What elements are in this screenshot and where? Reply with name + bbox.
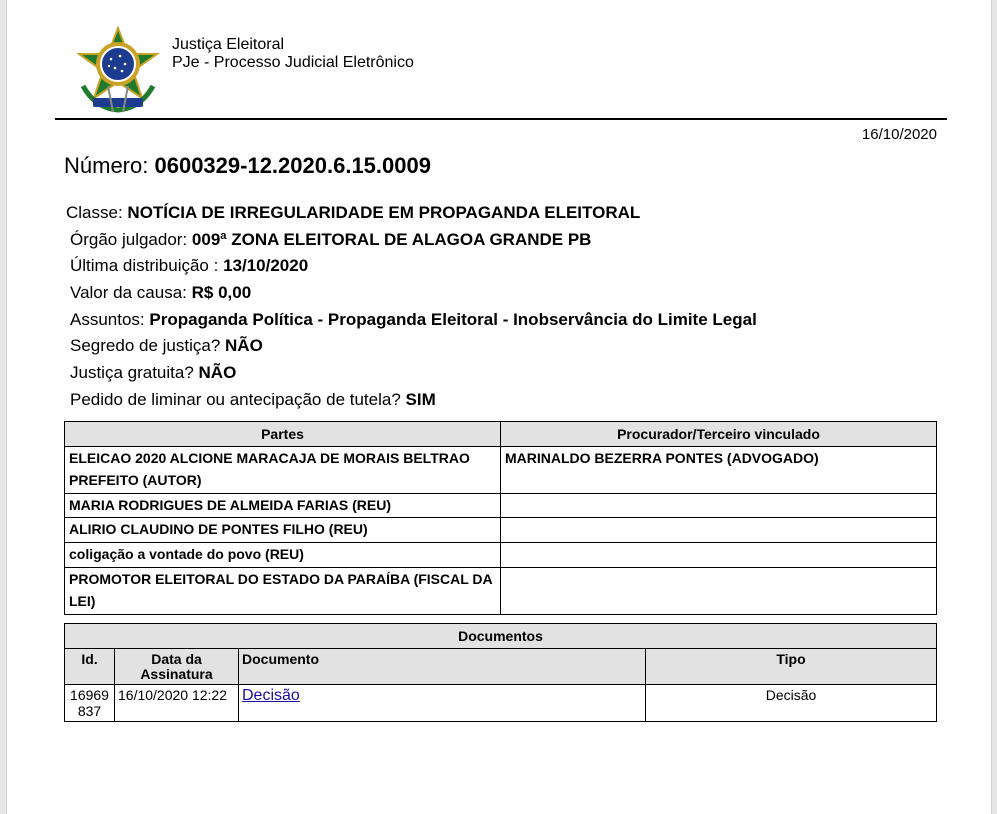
meta-value: SIM (405, 389, 436, 409)
meta-value: NÃO (225, 336, 263, 356)
partes-table (64, 421, 937, 615)
table-row (65, 494, 937, 518)
tipo-header: Tipo (646, 649, 937, 685)
meta-orgao (66, 229, 757, 256)
doc-type-cell: Decisão (646, 685, 937, 722)
meta-label: Última distribuição : (70, 256, 219, 276)
org-line-1: Justiça Eleitoral (172, 36, 285, 53)
meta-value: NÃO (198, 363, 237, 383)
document-link[interactable]: Decisão (242, 687, 300, 704)
process-number (64, 153, 431, 179)
brazil-coat-of-arms-icon (75, 26, 161, 114)
document-page (6, 0, 992, 814)
table-row (65, 543, 937, 568)
meta-label: Segredo de justiça? (70, 336, 221, 356)
meta-label: Assuntos: (70, 309, 145, 329)
meta-gratuita (66, 362, 757, 389)
id-header: Id. (65, 649, 115, 685)
process-number-label: Número: (64, 153, 149, 178)
meta-liminar (66, 389, 757, 416)
procurador-cell (501, 518, 937, 543)
org-line-2: PJe - Processo Judicial Eletrônico (172, 54, 414, 71)
documentos-title-row (65, 624, 937, 649)
parte-cell: PROMOTOR ELEITORAL DO ESTADO DA PARAÍBA (FISCAL DA LEI) (65, 568, 501, 615)
documento-header: Documento (239, 649, 646, 685)
partes-header-row (65, 422, 937, 447)
doc-date-cell: 16/10/2020 12:22 (115, 685, 239, 722)
table-row (65, 568, 937, 615)
procurador-cell (501, 494, 937, 518)
data-header: Data da Assinatura (115, 649, 239, 685)
meta-distribuicao (66, 255, 757, 282)
doc-id-cell: 16969 837 (65, 685, 115, 722)
procurador-cell (501, 568, 937, 615)
parte-cell: MARIA RODRIGUES DE ALMEIDA FARIAS (REU) (65, 494, 501, 518)
procurador-cell: MARINALDO BEZERRA PONTES (ADVOGADO) (501, 447, 937, 494)
procurador-cell (501, 543, 937, 568)
procurador-header: Procurador/Terceiro vinculado (501, 422, 937, 447)
meta-value: 009ª ZONA ELEITORAL DE ALAGOA GRANDE PB (191, 229, 592, 249)
parte-cell: ALIRIO CLAUDINO DE PONTES FILHO (REU) (65, 518, 501, 543)
meta-value: Propaganda Política - Propaganda Eleitoral - Inobservância do Limite Legal (149, 309, 757, 329)
meta-classe (66, 202, 757, 229)
parte-cell: coligação a vontade do povo (REU) (65, 543, 501, 568)
documentos-header-row (65, 649, 937, 685)
document-date: 16/10/2020 (861, 126, 937, 143)
process-metadata (66, 202, 757, 416)
doc-name-cell (239, 685, 646, 722)
meta-label: Pedido de liminar ou antecipação de tutela? (70, 389, 401, 409)
meta-valor (66, 282, 757, 309)
organization-name (172, 36, 414, 72)
meta-label: Valor da causa: (70, 283, 187, 303)
meta-value: R$ 0,00 (191, 283, 252, 303)
table-row (65, 518, 937, 543)
meta-value: NOTÍCIA DE IRREGULARIDADE EM PROPAGANDA ELEITORAL (127, 203, 641, 222)
parte-cell: ELEICAO 2020 ALCIONE MARACAJA DE MORAIS BELTRAO PREFEITO (AUTOR) (65, 447, 501, 494)
header-divider (55, 118, 947, 120)
meta-label: Classe: (66, 203, 123, 222)
meta-label: Justiça gratuita? (70, 363, 194, 383)
meta-label: Órgão julgador: (70, 229, 188, 249)
documentos-title: Documentos (65, 624, 937, 649)
documentos-table (64, 623, 937, 722)
meta-assuntos (66, 309, 757, 336)
partes-header: Partes (65, 422, 501, 447)
table-row (65, 447, 937, 494)
meta-value: 13/10/2020 (223, 256, 309, 276)
process-number-value: 0600329-12.2020.6.15.0009 (154, 153, 431, 178)
meta-segredo (66, 335, 757, 362)
table-row (65, 685, 937, 722)
